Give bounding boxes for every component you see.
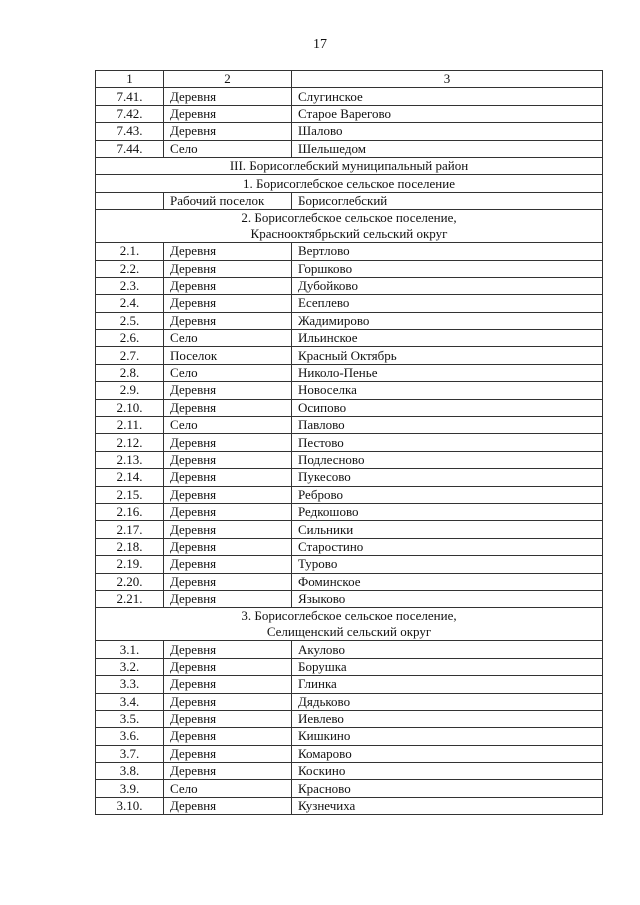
table-row: [96, 192, 603, 209]
settlement-type-cell: Деревня: [164, 469, 292, 486]
settlement-name-cell: Глинка: [292, 676, 603, 693]
table-row: [96, 521, 603, 538]
settlement-name-cell: Подлесново: [292, 451, 603, 468]
page-number: 17: [313, 37, 327, 52]
settlement-type-cell: Поселок: [164, 347, 292, 364]
section-heading-line: 1. Борисоглебское сельское поселение: [243, 175, 455, 191]
settlement-type-cell: Деревня: [164, 88, 292, 105]
settlement-name-cell: Турово: [292, 556, 603, 573]
settlement-name-cell: Кузнечиха: [292, 797, 603, 814]
table-row: [96, 451, 603, 468]
table-row: [96, 382, 603, 399]
table-row: [96, 140, 603, 157]
settlement-type-cell: Деревня: [164, 277, 292, 294]
row-number-cell: 3.9.: [96, 780, 164, 797]
settlement-name-cell: Борисоглебский: [292, 192, 603, 209]
settlement-name-cell: Красный Октябрь: [292, 347, 603, 364]
table-row: [96, 123, 603, 140]
row-number-cell: 3.10.: [96, 797, 164, 814]
settlement-type-cell: Деревня: [164, 105, 292, 122]
section-heading: [96, 157, 603, 174]
settlement-name-cell: Есеплево: [292, 295, 603, 312]
settlement-name-cell: Шельшедом: [292, 140, 603, 157]
settlement-name-cell: Коскино: [292, 763, 603, 780]
settlement-type-cell: Деревня: [164, 590, 292, 607]
settlement-type-cell: Деревня: [164, 312, 292, 329]
settlement-name-cell: Дядьково: [292, 693, 603, 710]
settlement-name-cell: Старое Варегово: [292, 105, 603, 122]
settlement-type-cell: Село: [164, 140, 292, 157]
settlement-name-cell: Слугинское: [292, 88, 603, 105]
section-heading-line: Селищенский сельский округ: [266, 624, 432, 640]
table-row: [96, 330, 603, 347]
row-number-cell: 7.41.: [96, 88, 164, 105]
section-heading-line: III. Борисоглебский муниципальный район: [229, 158, 469, 174]
settlement-name-cell: Комарово: [292, 745, 603, 762]
settlement-type-cell: Деревня: [164, 763, 292, 780]
settlement-type-cell: Деревня: [164, 693, 292, 710]
table-row: [96, 538, 603, 555]
settlement-name-cell: Акулово: [292, 641, 603, 658]
table-row: [96, 693, 603, 710]
section-heading: [96, 210, 603, 243]
row-number-cell: 2.11.: [96, 417, 164, 434]
settlement-name-cell: Старостино: [292, 538, 603, 555]
settlement-type-cell: Деревня: [164, 260, 292, 277]
column-header-number: 1: [96, 71, 164, 88]
settlement-type-cell: Село: [164, 364, 292, 381]
row-number-cell: 3.7.: [96, 745, 164, 762]
table-row: [96, 556, 603, 573]
table-row: [96, 295, 603, 312]
table-row: [96, 590, 603, 607]
row-number-cell: 2.6.: [96, 330, 164, 347]
settlements-table: [95, 70, 603, 815]
settlement-type-cell: Село: [164, 417, 292, 434]
row-number-cell: 2.2.: [96, 260, 164, 277]
table-row: [96, 277, 603, 294]
section-heading-line: 3. Борисоглебское сельское поселение,: [241, 608, 457, 624]
table-row: [96, 797, 603, 814]
settlement-type-cell: Деревня: [164, 556, 292, 573]
row-number-cell: 2.5.: [96, 312, 164, 329]
table-row: [96, 399, 603, 416]
row-number-cell: 3.6.: [96, 728, 164, 745]
settlement-name-cell: Кишкино: [292, 728, 603, 745]
table-row: [96, 434, 603, 451]
row-number-cell: 2.13.: [96, 451, 164, 468]
table-row: [96, 347, 603, 364]
settlement-type-cell: Деревня: [164, 123, 292, 140]
settlement-type-cell: Деревня: [164, 745, 292, 762]
table-row: [96, 728, 603, 745]
table-body: [96, 88, 603, 815]
row-number-cell: 3.8.: [96, 763, 164, 780]
row-number-cell: 2.14.: [96, 469, 164, 486]
settlement-type-cell: Деревня: [164, 710, 292, 727]
settlement-name-cell: Павлово: [292, 417, 603, 434]
settlement-name-cell: Пукесово: [292, 469, 603, 486]
table-row: [96, 676, 603, 693]
section-heading-row: [96, 608, 603, 641]
settlement-type-cell: Село: [164, 780, 292, 797]
settlement-type-cell: Деревня: [164, 295, 292, 312]
table-row: [96, 469, 603, 486]
row-number-cell: 2.15.: [96, 486, 164, 503]
table-row: [96, 710, 603, 727]
settlement-type-cell: Деревня: [164, 676, 292, 693]
row-number-cell: [96, 192, 164, 209]
row-number-cell: 3.4.: [96, 693, 164, 710]
settlement-name-cell: Пестово: [292, 434, 603, 451]
settlement-type-cell: Деревня: [164, 243, 292, 260]
settlement-name-cell: Сильники: [292, 521, 603, 538]
table-row: [96, 658, 603, 675]
table-row: [96, 243, 603, 260]
table-row: [96, 780, 603, 797]
settlement-type-cell: Деревня: [164, 382, 292, 399]
row-number-cell: 3.5.: [96, 710, 164, 727]
settlement-name-cell: Николо-Пенье: [292, 364, 603, 381]
settlement-type-cell: Деревня: [164, 797, 292, 814]
row-number-cell: 2.18.: [96, 538, 164, 555]
section-heading-row: [96, 157, 603, 174]
table-row: [96, 641, 603, 658]
section-heading-line: 2. Борисоглебское сельское поселение,: [241, 210, 457, 226]
settlement-name-cell: Осипово: [292, 399, 603, 416]
settlement-name-cell: Новоселка: [292, 382, 603, 399]
settlement-name-cell: Языково: [292, 590, 603, 607]
settlement-name-cell: Борушка: [292, 658, 603, 675]
row-number-cell: 2.12.: [96, 434, 164, 451]
row-number-cell: 2.21.: [96, 590, 164, 607]
settlement-type-cell: Деревня: [164, 486, 292, 503]
settlement-name-cell: Дубойково: [292, 277, 603, 294]
settlement-name-cell: Красново: [292, 780, 603, 797]
column-header-type: 2: [164, 71, 292, 88]
table-row: [96, 573, 603, 590]
settlement-type-cell: Деревня: [164, 538, 292, 555]
settlement-type-cell: Деревня: [164, 451, 292, 468]
row-number-cell: 2.1.: [96, 243, 164, 260]
settlement-name-cell: Шалово: [292, 123, 603, 140]
section-heading: [96, 175, 603, 192]
section-heading-line: Краснооктябрьский сельский округ: [250, 226, 448, 242]
settlement-name-cell: Жадимирово: [292, 312, 603, 329]
row-number-cell: 2.16.: [96, 503, 164, 520]
settlement-type-cell: Деревня: [164, 658, 292, 675]
section-heading: [96, 608, 603, 641]
row-number-cell: 2.8.: [96, 364, 164, 381]
row-number-cell: 2.9.: [96, 382, 164, 399]
settlement-type-cell: Деревня: [164, 573, 292, 590]
settlement-name-cell: Иевлево: [292, 710, 603, 727]
settlement-name-cell: Фоминское: [292, 573, 603, 590]
settlement-name-cell: Вертлово: [292, 243, 603, 260]
section-heading-row: [96, 175, 603, 192]
table-row: [96, 745, 603, 762]
table-row: [96, 417, 603, 434]
settlement-type-cell: Деревня: [164, 728, 292, 745]
table-row: [96, 88, 603, 105]
settlement-type-cell: Деревня: [164, 503, 292, 520]
settlement-name-cell: Реброво: [292, 486, 603, 503]
row-number-cell: 7.43.: [96, 123, 164, 140]
table-row: [96, 260, 603, 277]
table-row: [96, 105, 603, 122]
settlement-name-cell: Горшково: [292, 260, 603, 277]
settlement-type-cell: Деревня: [164, 434, 292, 451]
table-row: [96, 763, 603, 780]
settlement-name-cell: Ильинское: [292, 330, 603, 347]
row-number-cell: 2.17.: [96, 521, 164, 538]
settlement-type-cell: Рабочий поселок: [164, 192, 292, 209]
settlement-type-cell: Село: [164, 330, 292, 347]
column-header-name: 3: [292, 71, 603, 88]
row-number-cell: 2.20.: [96, 573, 164, 590]
row-number-cell: 7.42.: [96, 105, 164, 122]
row-number-cell: 7.44.: [96, 140, 164, 157]
section-heading-row: [96, 210, 603, 243]
settlement-type-cell: Деревня: [164, 521, 292, 538]
settlement-name-cell: Редкошово: [292, 503, 603, 520]
row-number-cell: 2.3.: [96, 277, 164, 294]
row-number-cell: 2.7.: [96, 347, 164, 364]
table-header-row: [96, 71, 603, 88]
row-number-cell: 2.4.: [96, 295, 164, 312]
settlement-type-cell: Деревня: [164, 641, 292, 658]
table-row: [96, 312, 603, 329]
table-row: [96, 503, 603, 520]
row-number-cell: 2.19.: [96, 556, 164, 573]
settlement-type-cell: Деревня: [164, 399, 292, 416]
table-row: [96, 364, 603, 381]
row-number-cell: 2.10.: [96, 399, 164, 416]
row-number-cell: 3.2.: [96, 658, 164, 675]
row-number-cell: 3.3.: [96, 676, 164, 693]
row-number-cell: 3.1.: [96, 641, 164, 658]
table-row: [96, 486, 603, 503]
